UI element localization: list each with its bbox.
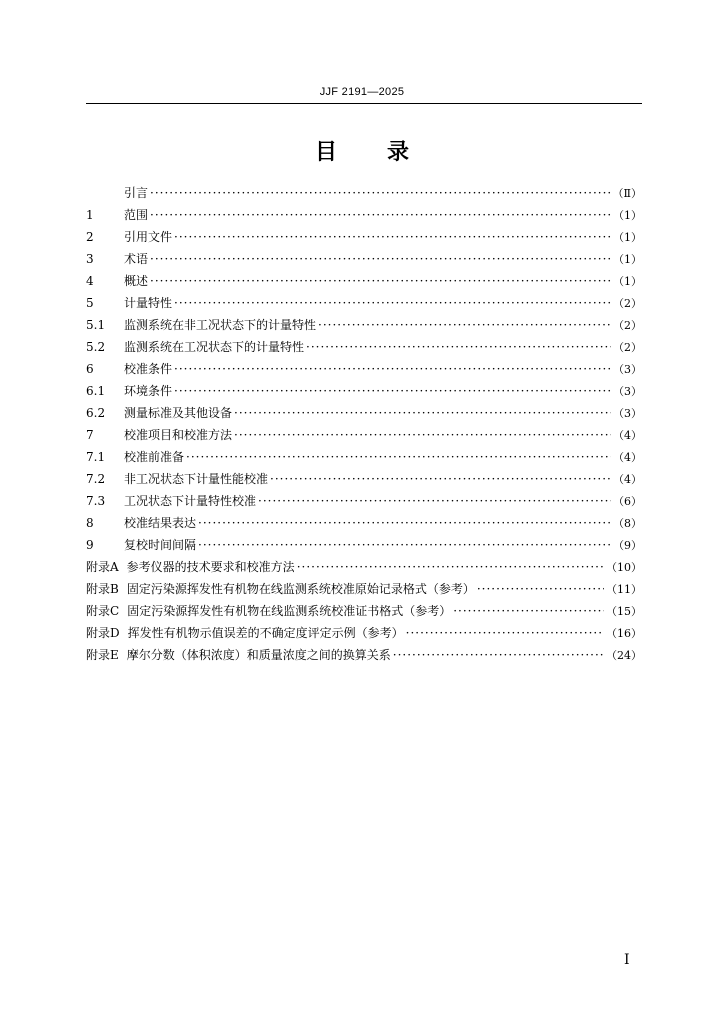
leader-dots: [150, 248, 611, 270]
leader-dots: [477, 578, 604, 600]
leader-dots: [150, 204, 611, 226]
title-part-1: 目: [314, 140, 337, 165]
leader-dots: [174, 358, 611, 380]
toc-page: （8）: [613, 517, 642, 530]
toc-page: （3）: [613, 407, 642, 420]
leader-dots: [318, 314, 611, 336]
toc-page: （1）: [613, 253, 642, 266]
toc-entry[interactable]: [86, 248, 642, 270]
toc-entry[interactable]: [86, 358, 642, 380]
toc-entry[interactable]: [86, 534, 642, 556]
toc-number: 附录C: [86, 604, 120, 618]
toc-number: 3: [86, 252, 94, 266]
toc-entry[interactable]: [86, 446, 642, 468]
toc-page: （16）: [606, 627, 642, 640]
toc-page: （9）: [613, 539, 642, 552]
leader-dots: [297, 556, 604, 578]
toc-number: 附录D: [86, 626, 120, 640]
toc-title: 环境条件: [124, 384, 173, 398]
toc-entry[interactable]: [86, 380, 642, 402]
toc-title: 固定污染源挥发性有机物在线监测系统校准原始记录格式（参考）: [126, 582, 475, 596]
toc-entry[interactable]: [86, 314, 642, 336]
toc-number: 4: [86, 274, 94, 288]
toc-number: 附录A: [86, 560, 119, 574]
leader-dots: [393, 644, 604, 666]
toc-entry[interactable]: [86, 600, 642, 622]
toc-entry[interactable]: [86, 644, 642, 666]
toc-entry[interactable]: [86, 468, 642, 490]
toc-number: 1: [86, 208, 94, 222]
toc-page: （2）: [613, 341, 642, 354]
toc-entry[interactable]: [86, 622, 642, 644]
toc-title: 监测系统在工况状态下的计量特性: [124, 340, 305, 354]
toc-entry[interactable]: [86, 182, 642, 204]
toc-entry[interactable]: [86, 424, 642, 446]
toc-title: 概述: [124, 274, 149, 288]
toc-number: 5.1: [86, 318, 106, 332]
title-part-2: 录: [387, 140, 410, 165]
toc-entry[interactable]: [86, 270, 642, 292]
table-of-contents: [86, 182, 642, 666]
toc-title: 监测系统在非工况状态下的计量特性: [124, 318, 317, 332]
toc-entry[interactable]: [86, 292, 642, 314]
toc-title: 复校时间间隔: [124, 538, 197, 552]
toc-number: 2: [86, 230, 94, 244]
leader-dots: [453, 600, 604, 622]
toc-page: （3）: [613, 363, 642, 376]
toc-page: （4）: [613, 451, 642, 464]
toc-number: 7.3: [86, 494, 106, 508]
toc-number: 5: [86, 296, 94, 310]
leader-dots: [234, 424, 611, 446]
leader-dots: [258, 490, 611, 512]
toc-title: 挥发性有机物示值误差的不确定度评定示例（参考）: [127, 626, 404, 640]
toc-number: 9: [86, 538, 94, 552]
leader-dots: [234, 402, 611, 424]
leader-dots: [406, 622, 604, 644]
toc-title: 引用文件: [124, 230, 173, 244]
leader-dots: [306, 336, 611, 358]
leader-dots: [174, 380, 611, 402]
toc-title: 摩尔分数（体积浓度）和质量浓度之间的换算关系: [126, 648, 391, 662]
leader-dots: [270, 468, 611, 490]
toc-page: （4）: [613, 429, 642, 442]
toc-title: 引言: [124, 186, 149, 200]
leader-dots: [198, 534, 611, 556]
header-divider: [86, 103, 642, 104]
toc-title: 固定污染源挥发性有机物在线监测系统校准证书格式（参考）: [127, 604, 452, 618]
toc-page: （Ⅱ）: [612, 187, 642, 200]
toc-page: （10）: [606, 561, 642, 574]
toc-page: （6）: [613, 495, 642, 508]
toc-page: （3）: [613, 385, 642, 398]
toc-entry[interactable]: [86, 578, 642, 600]
toc-title: 校准项目和校准方法: [124, 428, 233, 442]
page-number: Ⅰ: [624, 952, 630, 968]
toc-page: （11）: [606, 583, 642, 596]
toc-title: 校准条件: [124, 362, 173, 376]
toc-title: 校准结果表达: [124, 516, 197, 530]
leader-dots: [198, 512, 611, 534]
toc-entry[interactable]: [86, 402, 642, 424]
leader-dots: [186, 446, 611, 468]
toc-entry[interactable]: [86, 512, 642, 534]
toc-page: （2）: [613, 319, 642, 332]
leader-dots: [174, 226, 611, 248]
toc-page: （15）: [606, 605, 642, 618]
toc-title: 校准前准备: [124, 450, 185, 464]
toc-entry[interactable]: [86, 226, 642, 248]
toc-number: 附录E: [86, 648, 119, 662]
toc-entry[interactable]: [86, 556, 642, 578]
page-title: [0, 135, 724, 166]
toc-title: 测量标准及其他设备: [124, 406, 233, 420]
leader-dots: [174, 292, 611, 314]
toc-title: 范围: [124, 208, 149, 222]
toc-number: 7: [86, 428, 94, 442]
toc-entry[interactable]: [86, 336, 642, 358]
toc-number: 6.2: [86, 406, 106, 420]
toc-page: （1）: [613, 275, 642, 288]
toc-page: （2）: [613, 297, 642, 310]
toc-entry[interactable]: [86, 204, 642, 226]
toc-number: 7.1: [86, 450, 106, 464]
toc-title: 参考仪器的技术要求和校准方法: [126, 560, 295, 574]
toc-page: （4）: [613, 473, 642, 486]
toc-number: 6: [86, 362, 94, 376]
toc-page: （24）: [606, 649, 642, 662]
toc-number: 附录B: [86, 582, 119, 596]
toc-entry[interactable]: [86, 490, 642, 512]
toc-number: 6.1: [86, 384, 106, 398]
leader-dots: [150, 182, 611, 204]
toc-title: 计量特性: [124, 296, 173, 310]
toc-page: （1）: [613, 209, 642, 222]
leader-dots: [150, 270, 611, 292]
toc-title: 工况状态下计量特性校准: [124, 494, 257, 508]
toc-page: （1）: [613, 231, 642, 244]
document-code: JJF 2191—2025: [319, 86, 405, 98]
toc-title: 术语: [124, 252, 149, 266]
toc-number: 5.2: [86, 340, 106, 354]
toc-number: 7.2: [86, 472, 106, 486]
toc-number: 8: [86, 516, 94, 530]
toc-title: 非工况状态下计量性能校准: [124, 472, 269, 486]
